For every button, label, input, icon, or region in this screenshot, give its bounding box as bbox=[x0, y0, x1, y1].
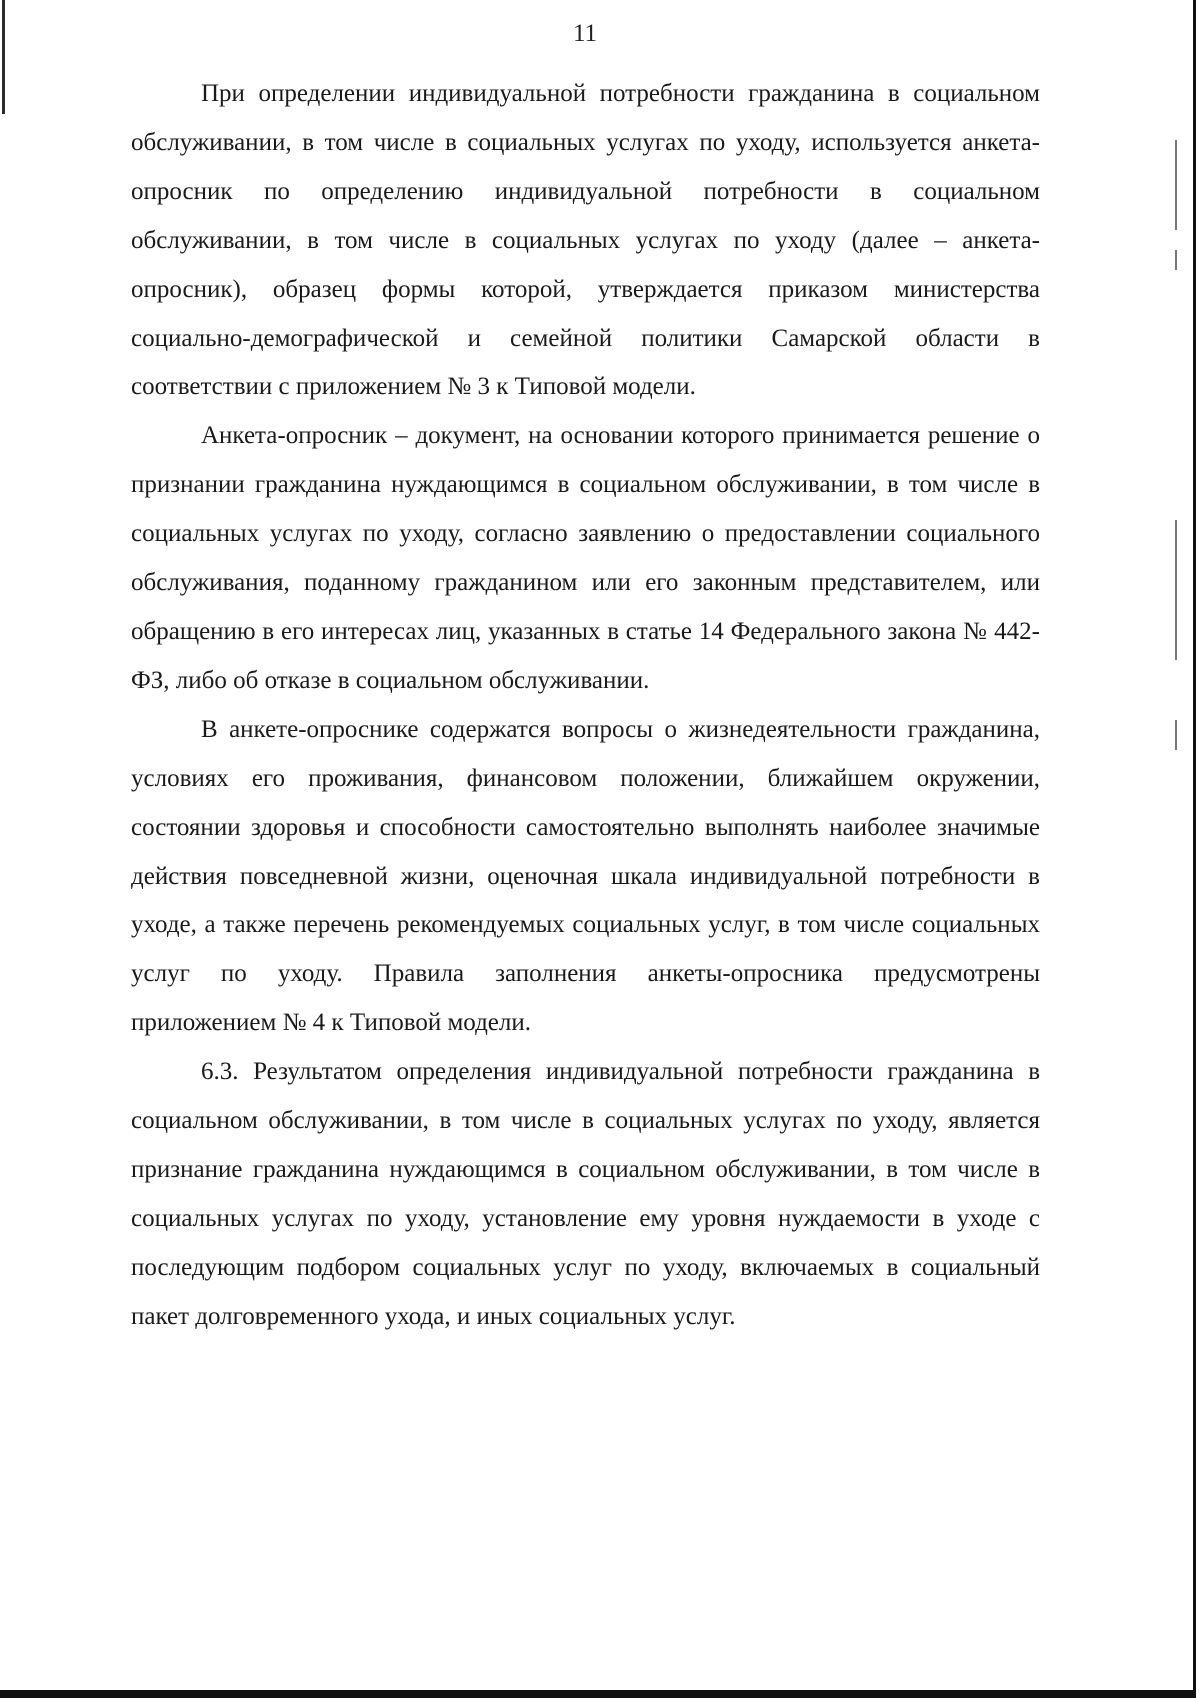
scan-edge-mark-right bbox=[1193, 0, 1196, 1698]
paragraph: Анкета-опросник – документ, на основании которого принимается решение о признании гражданина нуждающимся в социальном обслуживании, в том числе в социальных услугах по уходу, согласно заявлению о предоставлении социального обслуживания, поданному гражданином или его законным представителем, или обращению в его интересах лиц, указанных в статье 14 Федерального закона № 442-ФЗ, либо об отказе в социальном обслуживании. bbox=[131, 422, 1040, 694]
document-body bbox=[131, 70, 1040, 1342]
scan-tick-mark bbox=[1175, 720, 1177, 750]
paragraph: В анкете-опроснике содержатся вопросы о жизнедеятельности гражданина, условиях его проживания, финансовом положении, ближайшем окружении, состоянии здоровья и способности самостоятельно выполнять наиболее значимые действия повседневной жизни, оценочная шкала индивидуальной потребности в уходе, а также перечень рекомендуемых социальных услуг, в том числе социальных услуг по уходу. Правила заполнения анкеты-опросника предусмотрены приложением № 4 к Типовой модели. bbox=[131, 715, 1040, 1037]
scan-tick-mark bbox=[1175, 140, 1177, 230]
scan-edge-mark-left bbox=[2, 0, 5, 114]
paragraph: 6.3. Результатом определения индивидуальной потребности гражданина в социальном обслуживании, в том числе в социальных услугах по уходу, является признание гражданина нуждающимся в социальном обслуживании, в том числе в социальных услугах по уходу, установление ему уровня нуждаемости в уходе с последующим подбором социальных услуг по уходу, включаемых в социальный пакет долговременного ухода, и иных социальных услуг. bbox=[131, 1058, 1040, 1330]
scan-tick-mark bbox=[1175, 520, 1177, 660]
page-number: 11 bbox=[572, 20, 598, 47]
scan-edge-mark-bottom bbox=[0, 1690, 1196, 1698]
paragraph: При определении индивидуальной потребности гражданина в социальном обслуживании, в том числе в социальных услугах по уходу, используется анкета-опросник по определению индивидуальной потребности в социальном обслуживании, в том числе в социальных услугах по уходу (далее – анкета-опросник), образец формы которой, утверждается приказом министерства социально-демографической и семейной политики Самарской области в соответствии с приложением № 3 к Типовой модели. bbox=[131, 80, 1040, 401]
scan-tick-mark bbox=[1175, 250, 1177, 270]
